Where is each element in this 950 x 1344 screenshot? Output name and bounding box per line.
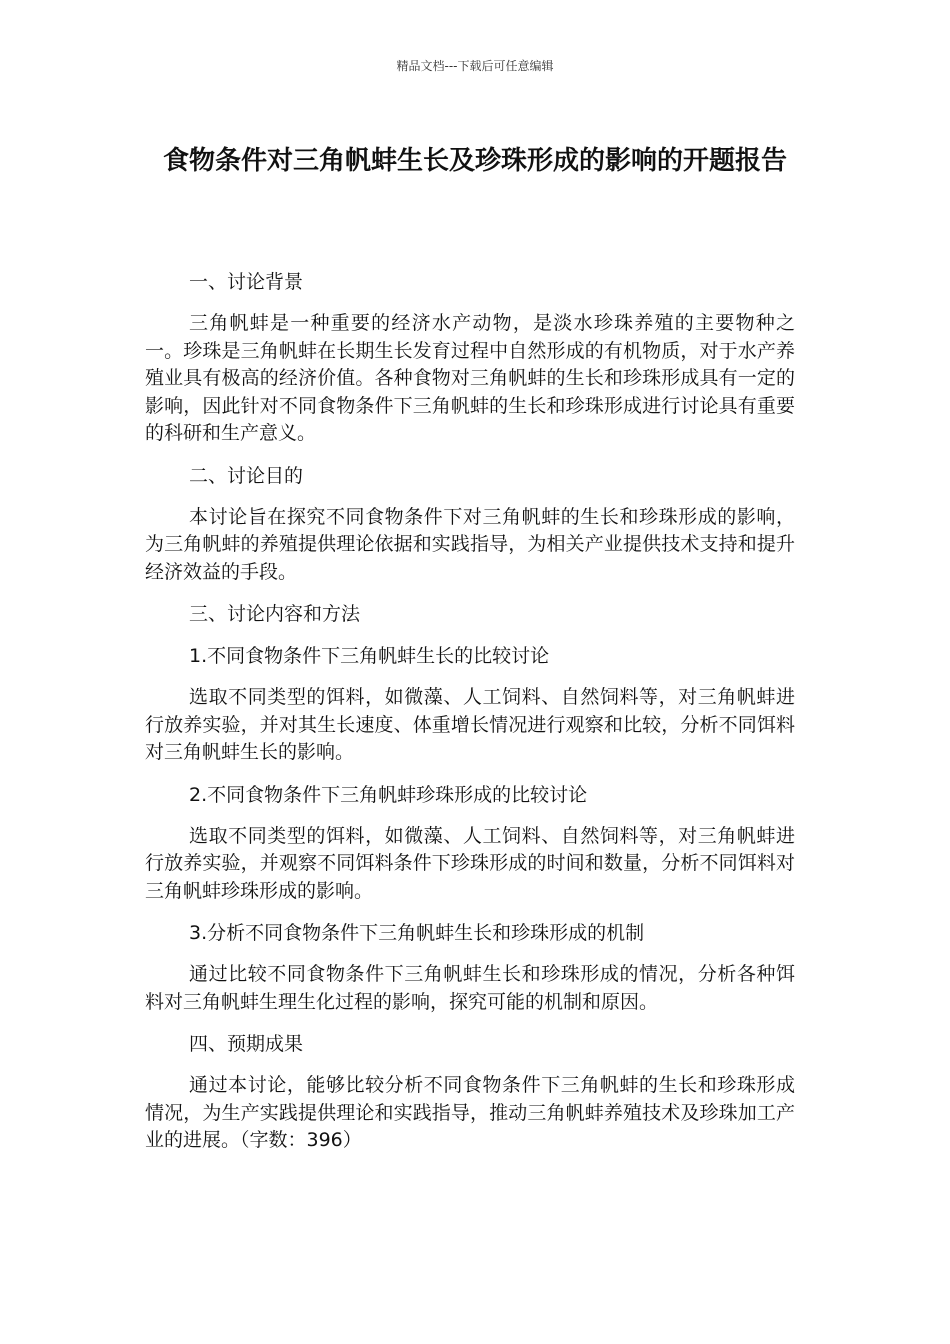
section-heading-background: 一、讨论背景: [189, 271, 304, 293]
section-heading-content: 三、讨论内容和方法: [189, 603, 361, 625]
section-text-background: 三角帆蚌是一种重要的经济水产动物，是淡水珍珠养殖的主要物种之一。珍珠是三角帆蚌在长期生长发育过程中自然形成的有机物质，对于水产养殖业具有极高的经济价值。各种食物对三角帆蚌的生长和珍珠形成具有一定的影响，因此针对不同食物条件下三角帆蚌的生长和珍珠形成进行讨论具有重要的科研和生产意义。: [145, 312, 795, 444]
subsection-heading-growth: 1.不同食物条件下三角帆蚌生长的比较讨论: [189, 645, 550, 667]
subsection-heading-pearl: 2.不同食物条件下三角帆蚌珍珠形成的比较讨论: [189, 783, 588, 806]
subsection-text-pearl: 选取不同类型的饵料，如微藻、人工饲料、自然饲料等，对三角帆蚌进行放养实验，并观察不同饵料条件下珍珠形成的时间和数量，分析不同饵料对三角帆蚌珍珠形成的影响。: [145, 824, 795, 902]
section-text-purpose: 本讨论旨在探究不同食物条件下对三角帆蚌的生长和珍珠形成的影响，为三角帆蚌的养殖提供理论依据和实践指导，为相关产业提供技术支持和提升经济效益的手段。: [145, 505, 795, 583]
section-heading-results: 四、预期成果: [189, 1033, 304, 1055]
header-note: 精品文档---下载后可任意编辑: [396, 59, 554, 73]
section-text-results: 通过本讨论，能够比较分析不同食物条件下三角帆蚌的生长和珍珠形成情况，为生产实践提供理论和实践指导，推动三角帆蚌养殖技术及珍珠加工产业的进展。（字数：396）: [145, 1074, 795, 1151]
subsection-text-growth: 选取不同类型的饵料，如微藻、人工饲料、自然饲料等，对三角帆蚌进行放养实验，并对其生长速度、体重增长情况进行观察和比较，分析不同饵料对三角帆蚌生长的影响。: [145, 686, 795, 763]
subsection-text-mechanism: 通过比较不同食物条件下三角帆蚌生长和珍珠形成的情况，分析各种饵料对三角帆蚌生理生化过程的影响，探究可能的机制和原因。: [145, 963, 795, 1013]
section-heading-purpose: 二、讨论目的: [189, 464, 304, 487]
subsection-heading-mechanism: 3.分析不同食物条件下三角帆蚌生长和珍珠形成的机制: [189, 922, 645, 944]
document-title: 食物条件对三角帆蚌生长及珍珠形成的影响的开题报告: [162, 146, 787, 176]
document-body: [145, 268, 795, 1169]
